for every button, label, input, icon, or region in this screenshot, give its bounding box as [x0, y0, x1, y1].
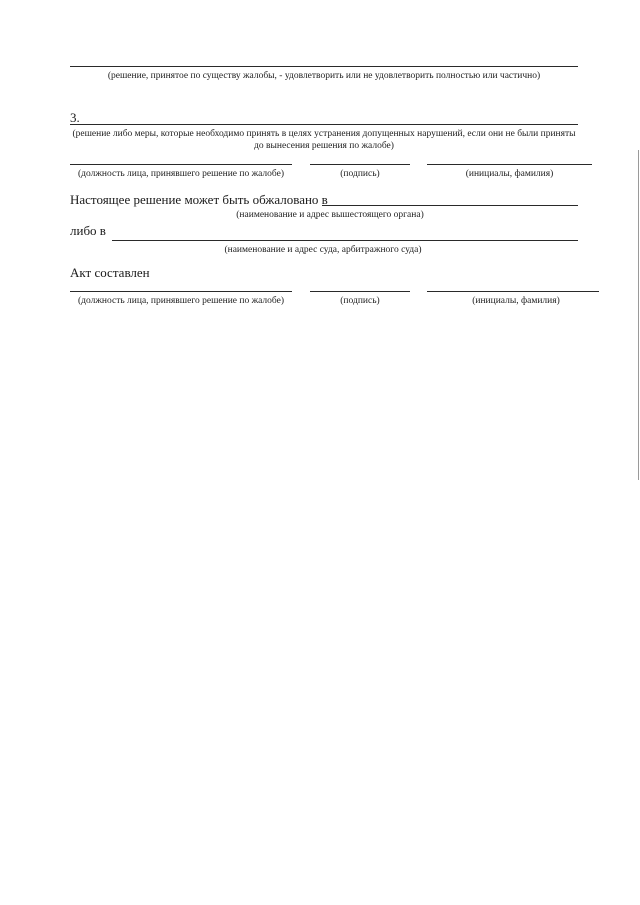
decision-caption: (решение, принятое по существу жалобы, - удовлетворить или не удовлетворить полностью или частично) [107, 71, 541, 81]
position-line-1 [70, 164, 292, 165]
name-line-2 [427, 291, 599, 292]
signature-line-2 [310, 291, 410, 292]
scan-edge [638, 150, 639, 480]
or-text: либо в [70, 223, 106, 238]
appeal-text: Настоящее решение может быть обжаловано в [70, 192, 328, 207]
section-3-number: 3. [70, 110, 80, 125]
authority-caption: (наименование и адрес вышестоящего органа) [236, 210, 424, 220]
position-line-2 [70, 291, 292, 292]
name-line-1 [427, 164, 592, 165]
name-caption-2: (инициалы, фамилия) [472, 296, 560, 306]
decision-line [70, 66, 578, 67]
court-caption: (наименование и адрес суда, арбитражного суда) [224, 245, 422, 255]
signature-line-1 [310, 164, 410, 165]
position-caption-1: (должность лица, принявшего решение по жалобе) [77, 169, 285, 179]
signature-caption-1: (подпись) [340, 169, 380, 179]
measures-caption: (решение либо меры, которые необходимо принять в целях устранения допущенных нарушений, если они не были приняты до вынесения решения по жалобе) [72, 129, 576, 151]
name-caption-1: (инициалы, фамилия) [465, 169, 554, 179]
position-caption-2: (должность лица, принявшего решение по жалобе) [77, 296, 285, 306]
signature-caption-2: (подпись) [340, 296, 380, 306]
act-text: Акт составлен [70, 265, 150, 280]
measures-line [70, 124, 578, 125]
court-line [112, 240, 578, 241]
authority-line [322, 205, 578, 206]
